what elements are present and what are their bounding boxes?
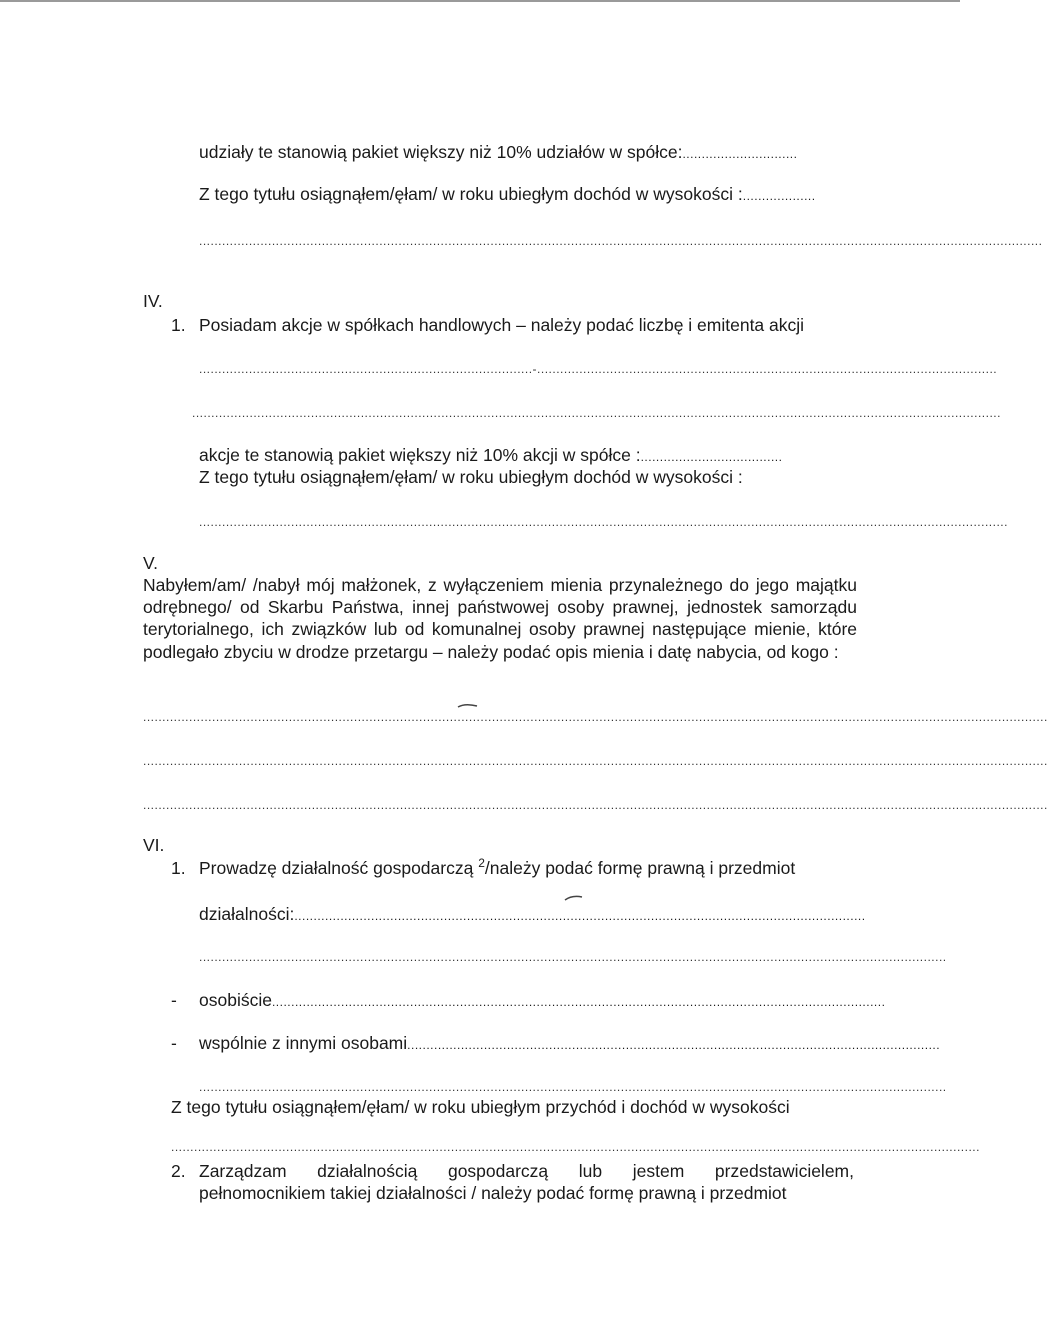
stock-income-text: Z tego tytułu osiągnąłem/ęłam/ w roku ubiegłym dochód w wysokości :: [199, 467, 743, 487]
shares-10pct-line: [199, 141, 797, 165]
section-v-fill-line-2: ............................................................................................................................................................................................................................................: [143, 754, 1048, 768]
stock-income-fill-line: ...................................................................................................................................................................................................................: [199, 515, 1008, 529]
section-v-heading: V.: [143, 553, 158, 573]
section-iv-heading: IV.: [143, 291, 163, 311]
activity-fill-line: ...................................................................................................................................................................................................: [199, 950, 947, 964]
shares-income-fill-line: ............................................................................................................................................................................................................................: [199, 234, 1043, 248]
section-v-paragraph: Nabyłem/am/ /nabył mój małżonek, z wyłączeniem mienia przynależnego do jego majątku odrębnego/ od Skarbu Państwa, innej państwowej osoby prawnej, jednostek samorządu terytorialnego, ich związków lub od komunalnej osoby prawnej następujące mienie, które podlegało zbyciu w drodze przetargu – należy podać opis mienia i datę nabycia, od kogo :: [143, 575, 857, 662]
section-vi-item2-line2: pełnomocnikiem takiej działalności / należy podać formę prawną i przedmiot: [199, 1183, 787, 1203]
section-vi-item1-number: 1.: [171, 858, 186, 878]
stock-10pct-dots: .....................................: [640, 450, 783, 464]
section-v-fill-line-1: ............................................................................................................................................................................................................................................: [143, 710, 1048, 724]
section-iv-item1-text: Posiadam akcje w spółkach handlowych – należy podać liczbę i emitenta akcji: [199, 315, 805, 335]
revenue-income-fill-line: ...................................................................................................................................................................................................................: [171, 1140, 980, 1154]
jointly-dots: ...........................................................................................................................................: [407, 1038, 941, 1052]
activity-line: [199, 903, 866, 927]
personally-label: osobiście: [199, 990, 272, 1010]
section-v-fill-line-3: ............................................................................................................................................................................................................................................: [143, 798, 1048, 812]
section-iv-item1-number: 1.: [171, 315, 186, 335]
stock-10pct-text: akcje te stanowią pakiet większy niż 10% akcji w spółce :: [199, 445, 641, 465]
shares-10pct-dots: ..............................: [682, 147, 798, 161]
shares-10pct-text: udziały te stanowią pakiet większy niż 10% udziałów w spółce:: [199, 142, 683, 162]
dash-1: -: [171, 990, 177, 1010]
jointly-fill-line: ...................................................................................................................................................................................................: [199, 1080, 947, 1094]
footnote-ref: 2: [478, 856, 485, 871]
section-iv-fill-line-1: .......................................................................................-........................................................................................................................: [199, 362, 998, 376]
business-activity-rest: /należy podać formę prawną i przedmiot: [484, 858, 796, 878]
scan-top-edge: [0, 0, 960, 2]
dash-2: -: [171, 1033, 177, 1053]
personally-line: [199, 989, 885, 1013]
section-vi-item1-text: [199, 857, 795, 879]
activity-dots: .....................................................................................................................................................: [294, 909, 866, 923]
personally-dots: ................................................................................................................................................................: [271, 995, 886, 1009]
section-vi-item2-number: 2.: [171, 1161, 186, 1181]
pen-mark: [455, 700, 481, 712]
jointly-label: wspólnie z innymi osobami: [199, 1033, 408, 1053]
stock-10pct-line: [199, 444, 782, 468]
business-activity-text: Prowadzę działalność gospodarczą: [199, 858, 474, 878]
activity-label: działalności:: [199, 904, 295, 924]
shares-income-text: Z tego tytułu osiągnąłem/ęłam/ w roku ubiegłym dochód w wysokości :: [199, 184, 743, 204]
shares-income-line: [199, 183, 816, 207]
revenue-income-text: Z tego tytułu osiągnąłem/ęłam/ w roku ubiegłym przychód i dochód w wysokości: [171, 1097, 790, 1117]
jointly-line: [199, 1032, 940, 1056]
section-vi-heading: VI.: [143, 835, 165, 855]
section-iv-fill-line-2: ...................................................................................................................................................................................................................: [192, 406, 1001, 420]
section-vi-item2-line1: Zarządzam działalnością gospodarczą lub jestem przedstawicielem,: [199, 1161, 854, 1181]
shares-income-dots: ...................: [742, 189, 816, 203]
